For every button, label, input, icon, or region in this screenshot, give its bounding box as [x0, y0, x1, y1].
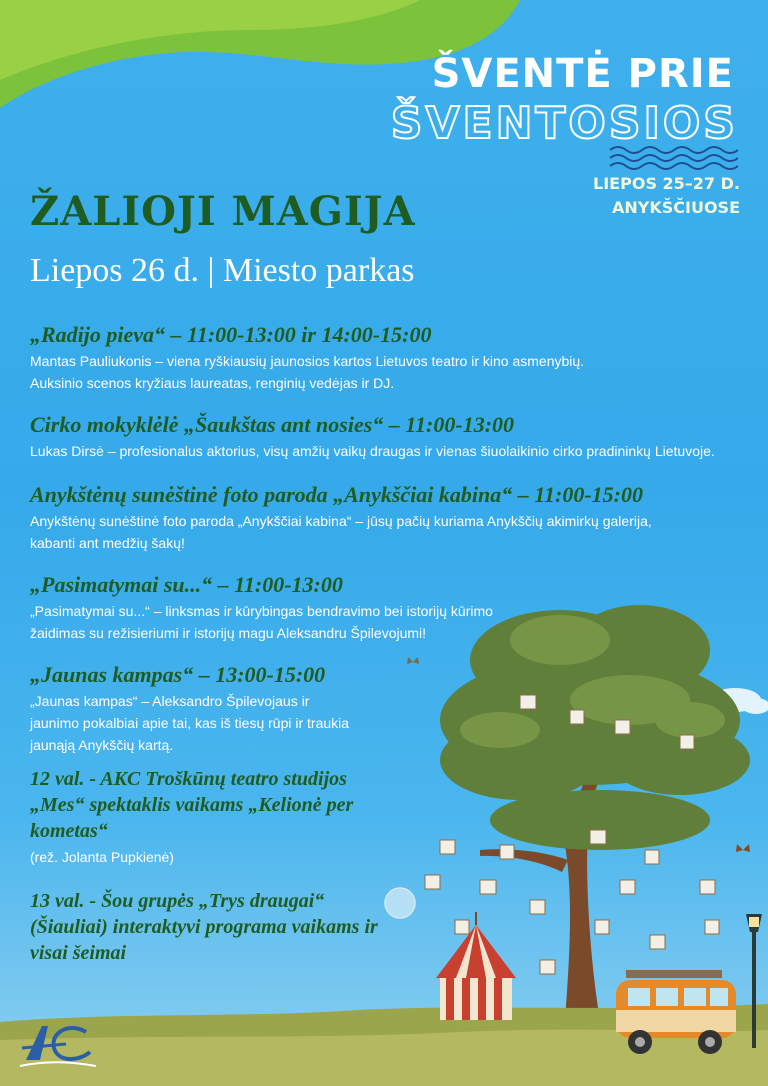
event-description: „Pasimatymai su...“ – linksmas ir kūrybingas bendravimo bei istorijų kūrimo žaidimas su režisieriumi ir istorijų magu Aleksandru Špilevojumi! [30, 603, 493, 641]
event-item [30, 322, 750, 394]
akc-logo [18, 1022, 98, 1070]
event-title: 13 val. - Šou grupės „Trys draugai“ (Šiauliai) interaktyvi programa vaikams ir visai šeimai [30, 890, 378, 964]
festival-place-text: ANYKŠČIUOSE [611, 198, 740, 217]
subtitle: Liepos 26 d. | Miesto parkas [30, 252, 415, 289]
circus-tent-illustration [436, 912, 516, 1020]
main-title: ŽALIOJI MAGIJA [30, 188, 416, 235]
event-description: „Jaunas kampas“ – Aleksandro Špilevojaus ir jaunimo pokalbiai apie tai, kas iš tiesų rūpi ir traukia jaunąją Anykščių kartą. [30, 693, 350, 753]
event-item [30, 482, 750, 554]
event-item [30, 662, 750, 756]
event-description: Anykštėnų sunėštinė foto paroda „Anykščiai kabina“ – jūsų pačių kuriama Anykščių akimirkų galerija, kabanti ant medžių šakų! [30, 513, 652, 551]
event-item [30, 412, 750, 462]
event-item [30, 766, 390, 868]
event-title: Anykštėnų sunėštinė foto paroda „Anykščiai kabina“ – 11:00-15:00 [30, 482, 644, 507]
event-item [30, 572, 750, 644]
festival-date-text: LIEPOS 25–27 D. [593, 174, 740, 193]
festival-dates [593, 172, 740, 220]
event-description: Mantas Pauliukonis – viena ryškiausių jaunosios kartos Lietuvos teatro ir kino asmenybių. Auksinio scenos kryžiaus laureatas, renginių vedėjas ir DJ. [30, 353, 585, 391]
event-description: Lukas Dirsė – profesionalus aktorius, visų amžių vaikų draugas ir vienas šiuolaikinio cirko pradininkų Lietuvoje. [30, 443, 715, 459]
festival-title-line1: ŠVENTĖ PRIE [431, 51, 734, 97]
event-title: „Jaunas kampas“ – 13:00-15:00 [30, 662, 326, 687]
festival-title-line2: ŠVENTOSIOS [390, 98, 738, 149]
event-description: (rež. Jolanta Pupkienė) [30, 849, 174, 865]
festival-title [391, 50, 738, 170]
event-title: Cirko mokyklėlė „Šaukštas ant nosies“ – 11:00-13:00 [30, 412, 515, 437]
event-title: „Pasimatymai su...“ – 11:00-13:00 [30, 572, 343, 597]
butterfly-icon [736, 844, 750, 852]
event-title: „Radijo pieva“ – 11:00-13:00 ir 14:00-15:00 [30, 322, 432, 347]
event-title: 12 val. - AKC Troškūnų teatro studijos „Mes“ spektaklis vaikams „Kelionė per kometas“ [30, 768, 354, 842]
event-item [30, 888, 400, 966]
